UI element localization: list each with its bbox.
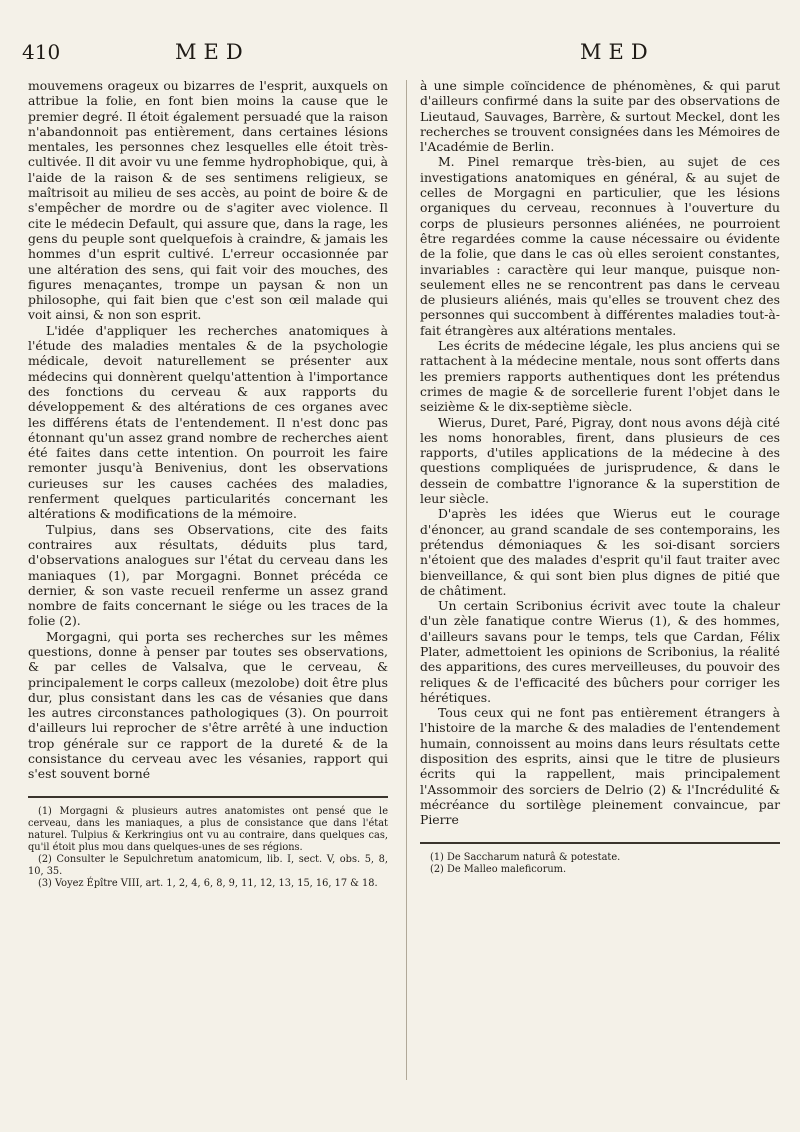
running-head-right: MED — [580, 40, 655, 64]
footnote: (1) De Saccharum naturâ & potestate. — [430, 851, 621, 863]
footnote: (2) De Malleo maleficorum. — [430, 863, 567, 875]
paragraph: à une simple coïncidence de phénomènes, & qui parut d'ailleurs confirmé dans la suite par des observations de Lieutaud, Sauvages, Barrère, & surtout Meckel, dont les recherches se trouvent consignées dans les Mémoires de l'Académie de Berlin. — [420, 78, 780, 155]
footnote: (2) Consulter le Sepulchretum anatomicum, lib. I, sect. V, obs. 5, 8, 10, 35. — [28, 853, 388, 877]
paragraph: mouvemens orageux ou bizarres de l'esprit, auxquels on attribue la folie, en font bien moins la cause que le premier degré. Il étoit également persuadé que la raison n'abandonnoit pas entièrement, dans certaines lésions mentales, les personnes chez lesquelles elle étoit très-cultivée. Il dit avoir vu une femme hydrophobique, qui, à l'aide de la raison & de ses sentimens religieux, se maîtrisoit au milieu de ses accès, au point de boire & de s'empêcher de mordre ou de s'agiter avec violence. Il cite le médecin Default, qui assure que, dans la rage, les gens du peuple sont quelquefois à craindre, & jamais les hommes d'un esprit cultivé. L'erreur occasionnée par une altération des sens, qui fait voir des mouches, des figures menaçantes, trompe un paysan & non un philosophe, qui fait bien que c'est son œil malade qui voit ainsi, & non son esprit. — [28, 78, 388, 323]
right-footnotes — [420, 852, 780, 876]
paragraph: Tous ceux qui ne font pas entièrement étrangers à l'histoire de la marche & des maladies de l'entendement humain, connoissent au moins dans leurs résultats cette disposition des esprits, ainsi que le titre de plusieurs écrits qui la rappellent, mais principalement l'Assommoir des sorciers de Delrio (2) & l'Incrédulité & mécréance du sortilège pleinement convaincue, par Pierre — [420, 705, 780, 828]
running-head-left: MED — [175, 40, 250, 64]
footnote-rule — [420, 842, 780, 844]
paragraph: Un certain Scribonius écrivit avec toute la chaleur d'un zèle fanatique contre Wierus (1), & des hommes, d'ailleurs savans pour le temps, tels que Cardan, Félix Plater, admettoient les opinions de Scribonius, la réalité des apparitions, des cures merveilleuses, du pouvoir des reliques & de l'efficacité des bûchers pour corriger les hérétiques. — [420, 598, 780, 705]
page-number: 410 — [22, 40, 61, 64]
column-divider — [406, 80, 407, 1080]
right-column — [420, 78, 780, 876]
right-body-text — [420, 78, 780, 828]
left-body-text — [28, 78, 388, 782]
paragraph: Les écrits de médecine légale, les plus anciens qui se rattachent à la médecine mentale, nous sont offerts dans les premiers rapports authentiques dont les prétendus crimes de magie & de sorcellerie furent l'objet dans le seizième & le dix-septième siècle. — [420, 338, 780, 415]
paragraph: D'après les idées que Wierus eut le courage d'énoncer, au grand scandale de ses contemporains, les prétendus démoniaques & les soi-disant sorciers n'étoient que des malades d'esprit qu'il faut traiter avec bienveillance, & qui sont bien plus dignes de pitié que de châtiment. — [420, 506, 780, 598]
paragraph: M. Pinel remarque très-bien, au sujet de ces investigations anatomiques en général, & au sujet de celles de Morgagni en particulier, que les lésions organiques du cerveau, reconnues à l'ouverture du corps de plusieurs personnes aliénées, ne pourroient être regardées comme la cause nécessaire ou évidente de la folie, que dans le cas où elles seroient constantes, invariables : caractère qui leur manque, puisque non-seulement elles ne se rencontrent pas dans le cerveau de plusieurs aliénés, mais qu'elles se trouvent chez des personnes qui succombent à différentes maladies tout-à-fait étrangères aux altérations mentales. — [420, 154, 780, 338]
paragraph: Wierus, Duret, Paré, Pigray, dont nous avons déjà cité les noms honorables, firent, dans plusieurs de ces rapports, d'utiles applications de la médecine à des questions compliquées de jurisprudence, & dans le dessein de combattre l'ignorance & la superstition de leur siècle. — [420, 414, 780, 507]
footnote: (1) Morgagni & plusieurs autres anatomistes ont pensé que le cerveau, dans les maniaques, a plus de consistance que dans l'état naturel. Tulpius & Kerkringius ont vu au contraire, dans quelques cas, qu'il étoit plus mou dans quelques-unes de ses régions. — [28, 805, 388, 853]
left-column — [28, 78, 388, 890]
paragraph: Morgagni, qui porta ses recherches sur les mêmes questions, donne à penser par toutes ses observations, & par celles de Valsalva, que le cerveau, & principalement le corps calleux (mezolobe) doit être plus dur, plus consistant dans les cas de vésanies que dans les autres circonstances pathologiques (3). On pourroit d'ailleurs lui reprocher de s'être arrêté à une induction trop générale sur ce rapport de la dureté & de la consistance du cerveau avec les vésanies, rapport qui s'est souvent borné — [28, 628, 388, 782]
paragraph: L'idée d'appliquer les recherches anatomiques à l'étude des maladies mentales & de la psychologie médicale, devoit naturellement se présenter aux médecins qui donnèrent quelqu'attention à l'importance des fonctions du cerveau & aux rapports du développement & des altérations de ces organes avec les différens états de l'entendement. Il n'est donc pas étonnant qu'un assez grand nombre de recherches aient été faites dans cette intention. On pourroit les faire remonter jusqu'à Benivenius, dont les observations curieuses sur les causes cachées des maladies, renferment quelques particularités concernant les altérations & modifications de la mémoire. — [28, 322, 388, 522]
paragraph: Tulpius, dans ses Observations, cite des faits contraires aux résultats, déduits plus tard, d'observations analogues sur l'état du cerveau dans les maniaques (1), par Morgagni. Bonnet précéda ce dernier, & son vaste recueil renferme un assez grand nombre de faits concernant le siége ou les traces de la folie (2). — [28, 521, 388, 629]
footnote: (3) Voyez Épître VIII, art. 1, 2, 4, 6, 8, 9, 11, 12, 13, 15, 16, 17 & 18. — [38, 877, 378, 889]
left-footnotes — [28, 806, 388, 890]
footnote-rule — [28, 796, 388, 798]
